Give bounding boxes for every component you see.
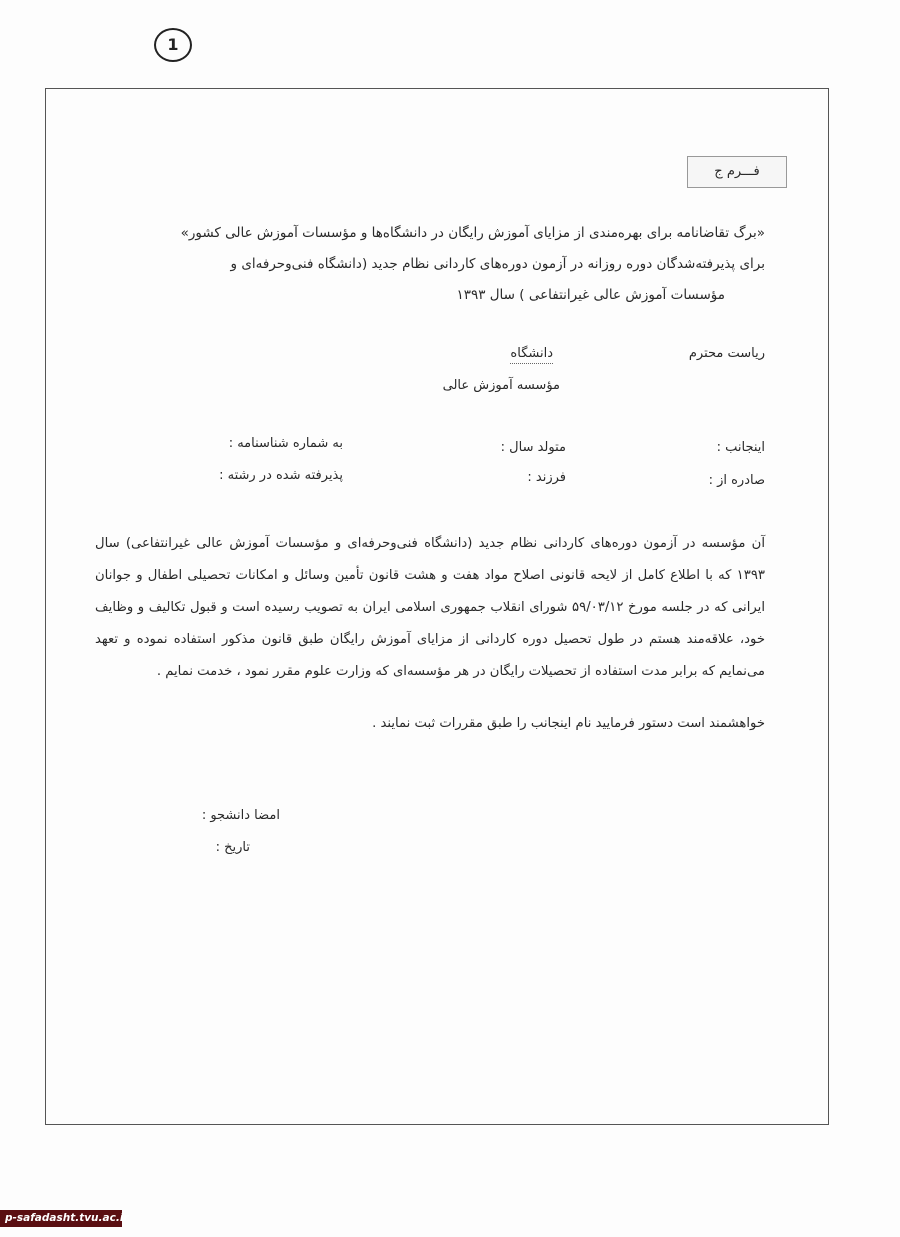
field-applicant: اینجانب : (716, 440, 765, 455)
page-number-circle: 1 (154, 28, 192, 62)
date-label: تاریخ : (215, 840, 250, 855)
field-id-number: به شماره شناسنامه : (228, 436, 343, 451)
field-issued-from: صادره از : (708, 473, 765, 488)
title-line-1: «برگ تقاضانامه برای بهره‌مندی از مزایای آموزش رایگان در دانشگاه‌ها و مؤسسات آموزش عالی کشور» (180, 225, 765, 241)
form-label: فـــرم ج (687, 156, 787, 188)
field-admitted-major: پذیرفته شده در رشته : (219, 468, 343, 483)
salutation: ریاست محترم (688, 346, 765, 361)
form-title (105, 218, 765, 311)
field-child-of: فرزند : (527, 470, 566, 485)
student-signature-label: امضا دانشجو : (201, 808, 280, 823)
body-paragraph: آن مؤسسه در آزمون دوره‌های کاردانی نظام جدید (دانشگاه فنی‌وحرفه‌ای و مؤسسات آموزش عالی غیرانتفاعی) سال ۱۳۹۳ که با اطلاع کامل از لایحه قانونی اصلاح مواد هفت و هشت قانون تأمین وسائل و امکانات تحصیلی اطفال و جوانان ایرانی که در جلسه مورخ ۵۹/۰۳/۱۲ شورای انقلاب جمهوری اسلامی ایران به تصویب رسیده است و قبول تکالیف و وظایف خود، علاقه‌مند هستم در طول تحصیل دوره کاردانی از مزایای آموزش رایگان طبق قانون مذکور استفاده نموده و تعهد می‌نمایم که برابر مدت استفاده از تحصیلات رایگان در هر مؤسسه‌ای که وزارت علوم مقرر نمود ، خدمت نمایم . (95, 536, 765, 679)
site-watermark: p-safadasht.tvu.ac.ir (0, 1210, 122, 1227)
institute-label: مؤسسه آموزش عالی (442, 378, 560, 393)
university-label: دانشگاه (510, 346, 553, 364)
request-line: خواهشمند است دستور فرمایید نام اینجانب را طبق مقررات ثبت نمایند . (372, 716, 765, 731)
title-line-3: مؤسسات آموزش عالی غیرانتفاعی ) سال ۱۳۹۳ (456, 287, 725, 303)
field-birth-year: متولد سال : (500, 440, 566, 455)
title-line-2: برای پذیرفته‌شدگان دوره روزانه در آزمون دوره‌های کاردانی نظام جدید (دانشگاه فنی‌وحرفه‌ای و (230, 256, 765, 272)
